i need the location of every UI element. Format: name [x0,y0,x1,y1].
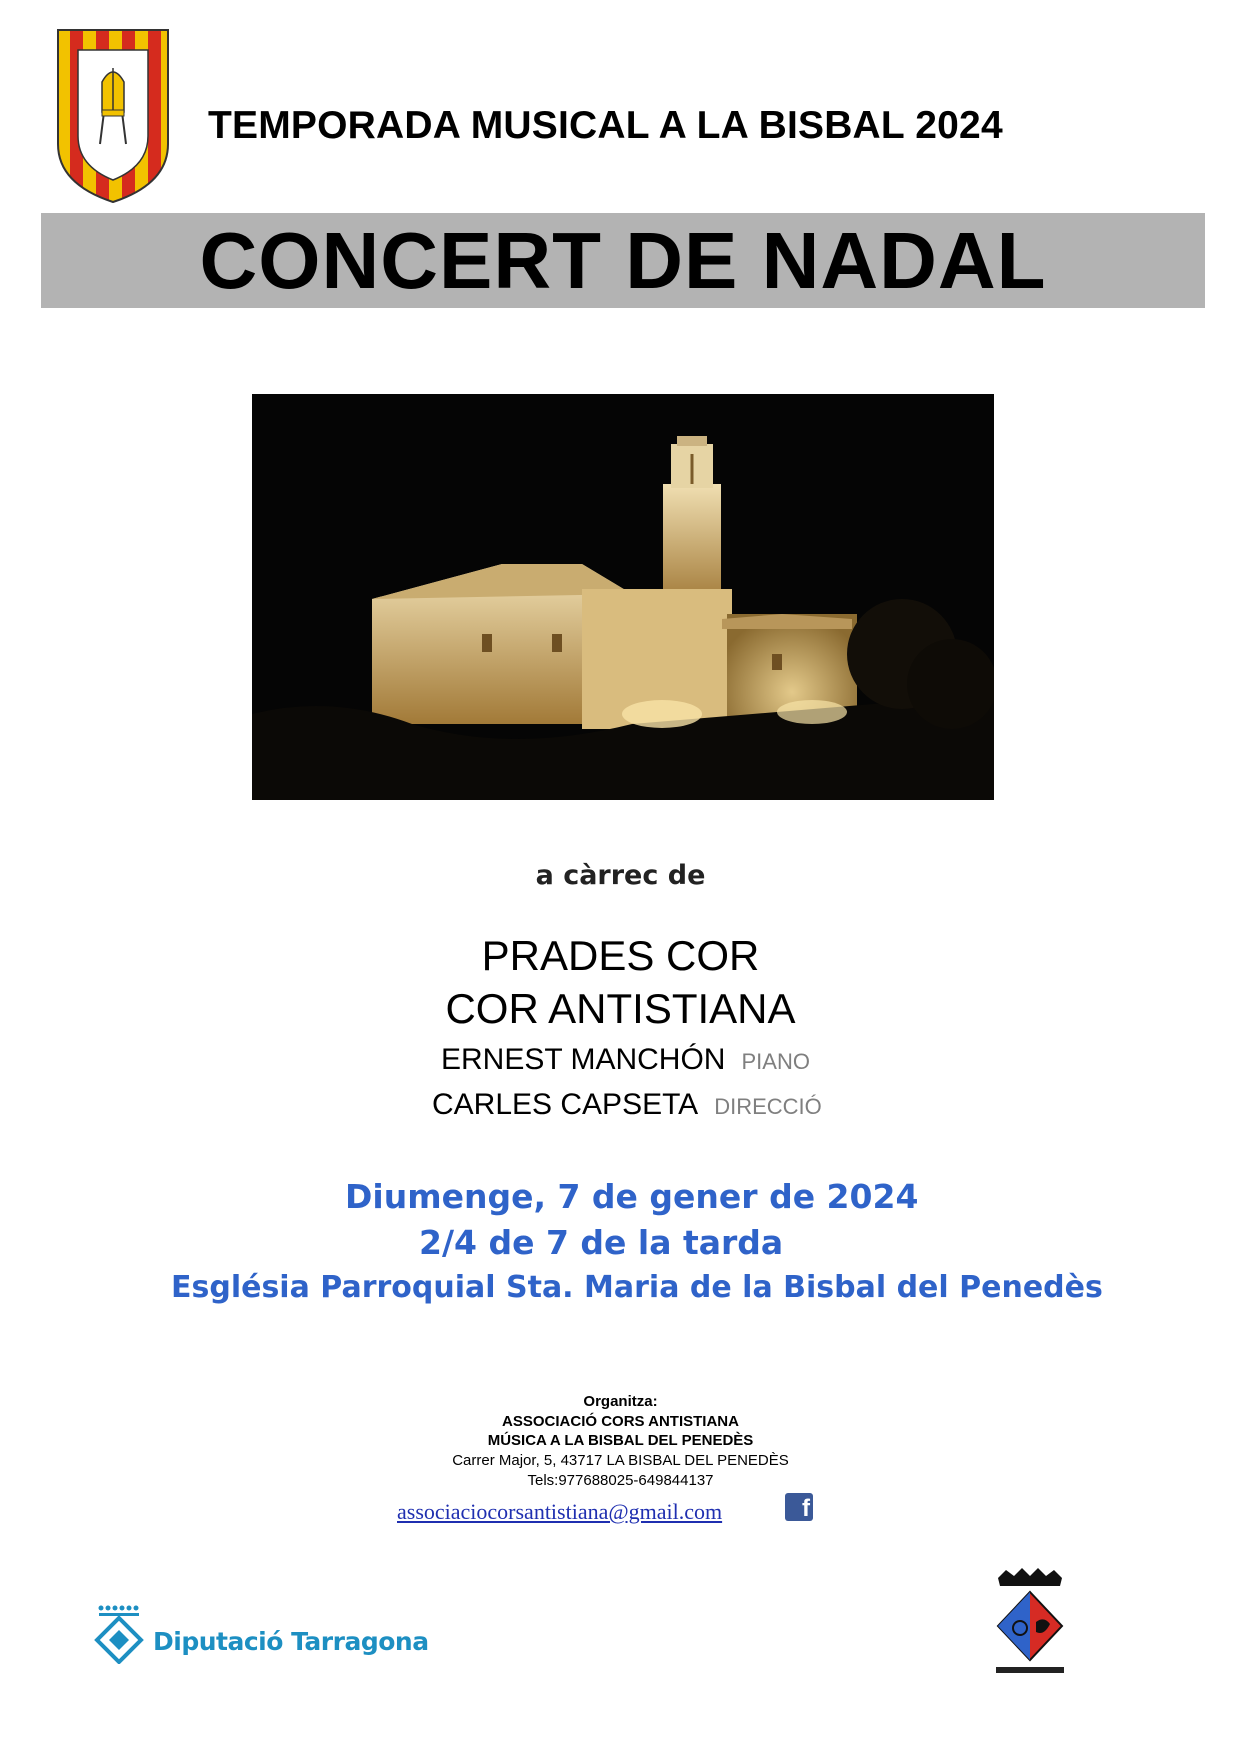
event-time: 2/4 de 7 de la tarda [419,1223,784,1262]
performer-row [441,1043,810,1077]
organizer-subtitle: MÚSICA A LA BISBAL DEL PENEDÈS [487,1432,754,1449]
event-date: Diumenge, 7 de gener de 2024 [345,1177,919,1216]
diputacio-tarragona-name: Diputació Tarragona [153,1627,429,1656]
organizer-name: ASSOCIACIÓ CORS ANTISTIANA [502,1413,739,1430]
organizer-address: Carrer Major, 5, 43717 LA BISBAL DEL PENEDÈS [452,1452,789,1469]
performer-name: CARLES CAPSETA [432,1088,699,1121]
performer-role: DIRECCIÓ [714,1094,822,1119]
choir-name: COR ANTISTIANA [445,985,796,1032]
choir-name: PRADES COR [481,932,760,979]
facebook-icon[interactable]: f [785,1493,813,1521]
church-at-night-photo [252,394,994,800]
organizer-label: Organitza: [583,1393,658,1410]
event-venue: Església Parroquial Sta. Maria de la Bisbal del Penedès [171,1270,1103,1305]
concert-title: CONCERT DE NADAL [199,216,1047,305]
performer-row [432,1088,822,1122]
performer-role: PIANO [741,1049,810,1074]
performer-name: ERNEST MANCHÓN [441,1043,726,1076]
organizer-phones: Tels:977688025-649844137 [527,1472,714,1489]
email-link[interactable]: associaciocorsantistiana@gmail.com [397,1499,723,1524]
byline-text: a càrrec de [535,860,706,891]
season-title: TEMPORADA MUSICAL A LA BISBAL 2024 [208,104,1003,147]
la-bisbal-del-penedes-crest [990,1566,1070,1676]
cors-antistiana-shield-logo [52,24,174,206]
